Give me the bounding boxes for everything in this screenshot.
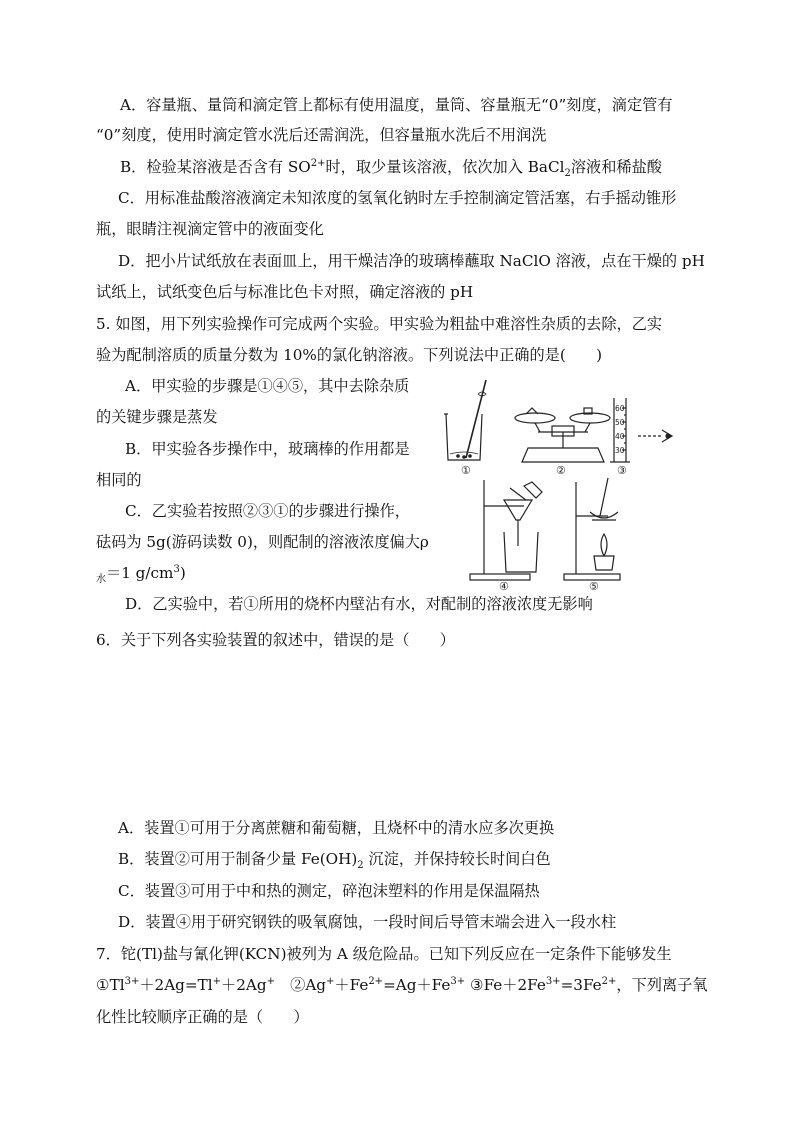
q7-stem-line3: 化性比较顺序正确的是（ ） — [96, 1008, 309, 1026]
q7-stem-line1: 7．铊(Tl)盐与氰化钾(KCN)被列为 A 级危险品。已知下列反应在一定条件下能够发生 — [96, 945, 672, 963]
cylinder-tick-30: 30 — [615, 446, 625, 455]
q5-option-a-line2: 的关键步骤是蒸发 — [96, 408, 218, 426]
q4-option-d-line2: 试纸上，试纸变色后与标准比色卡对照，确定溶液的 pH — [96, 283, 474, 301]
q4-option-a-line2: “0”刻度，使用时滴定管水洗后还需润洗，但容量瓶水洗后不用润洗 — [96, 126, 547, 144]
q4-option-c-line1: C．用标准盐酸溶液滴定未知浓度的氢氧化钠时左手控制滴定管活塞，右手摇动锥形 — [118, 189, 677, 207]
q5-option-c-line3: $_水$＝1 $g/cm^3$) — [96, 563, 186, 586]
q6-option-d: D．装置④用于研究钢铁的吸氧腐蚀，一段时间后导管末端会进入一段水柱 — [118, 913, 617, 931]
q5-option-d: D．乙实验中，若①所用的烧杯内壁沾有水，对配制的溶液浓度无影响 — [125, 595, 593, 613]
q5-option-c-line2: 砝码为 5g(游码读数 0)，则配制的溶液浓度偏大ρ — [96, 533, 429, 551]
q5-stem-line2: 验为配制溶质的质量分数为 10%的氯化钠溶液。下列说法中正确的是( ) — [96, 346, 603, 364]
q6-option-a: A．装置①可用于分离蔗糖和葡萄糖，且烧杯中的清水应多次更换 — [118, 819, 555, 837]
cylinder-tick-40: 40 — [615, 432, 625, 441]
q7-reactions-line: $①Tl^{3+}+2Ag=Tl^++2Ag^+$ $②Ag^++Fe^{2+}=Ag+Fe^{3+}$ $③Fe+2Fe^{3+}=3Fe^{2+}$，下列离子氧 — [96, 975, 708, 994]
figure-label-5: ⑤ — [589, 580, 599, 592]
q4-option-d-line1: D．把小片试纸放在表面皿上，用干燥洁净的玻璃棒蘸取 NaClO 溶液，点在干燥的 pH — [118, 252, 705, 270]
q4-option-c-line2: 瓶，眼睛注视滴定管中的液面变化 — [96, 220, 324, 238]
balance-icon — [515, 408, 610, 462]
filtration-icon — [470, 480, 542, 580]
beaker-stirring-icon — [444, 380, 486, 460]
figure-label-2: ② — [556, 464, 566, 477]
q5-option-b-line2: 相同的 — [96, 471, 142, 489]
q5-apparatus-figure — [440, 370, 700, 592]
evaporation-icon — [564, 478, 620, 580]
q5-stem-line1: 5. 如图，用下列实验操作可完成两个实验。甲实验为粗盐中难溶性杂质的去除，乙实 — [96, 315, 663, 333]
q5-option-c-line1: C．乙实验若按照②③①的步骤进行操作， — [125, 502, 410, 520]
q5-option-b-line1: B．甲实验各步操作中，玻璃棒的作用都是 — [125, 440, 410, 458]
q4-option-b: B．检验某溶液是否含有 $SO^{2+}$时，取少量该溶液，依次加入 BaCl$_2$溶液和稀盐酸 — [120, 157, 662, 180]
figure-label-1: ① — [461, 464, 471, 477]
q6-stem: 6．关于下列各实验装置的叙述中，错误的是（ ） — [96, 631, 455, 649]
figure-label-3: ③ — [617, 464, 627, 477]
q4-option-a-line1: A．容量瓶、量筒和滴定管上都标有使用温度，量筒、容量瓶无“0”刻度，滴定管有 — [120, 96, 673, 114]
cylinder-tick-50: 50 — [615, 418, 625, 427]
q5-option-a-line1: A．甲实验的步骤是①④⑤，其中去除杂质 — [125, 377, 410, 395]
q5-apparatus-drawing — [440, 370, 700, 592]
figure-label-4: ④ — [499, 580, 509, 592]
q6-option-c: C．装置③可用于中和热的测定，碎泡沫塑料的作用是保温隔热 — [118, 882, 540, 900]
q6-option-b: B．装置②可用于制备少量 $Fe(OH)_2$ 沉淀，并保持较长时间白色 — [118, 850, 551, 872]
cylinder-tick-60: 60 — [615, 404, 625, 413]
